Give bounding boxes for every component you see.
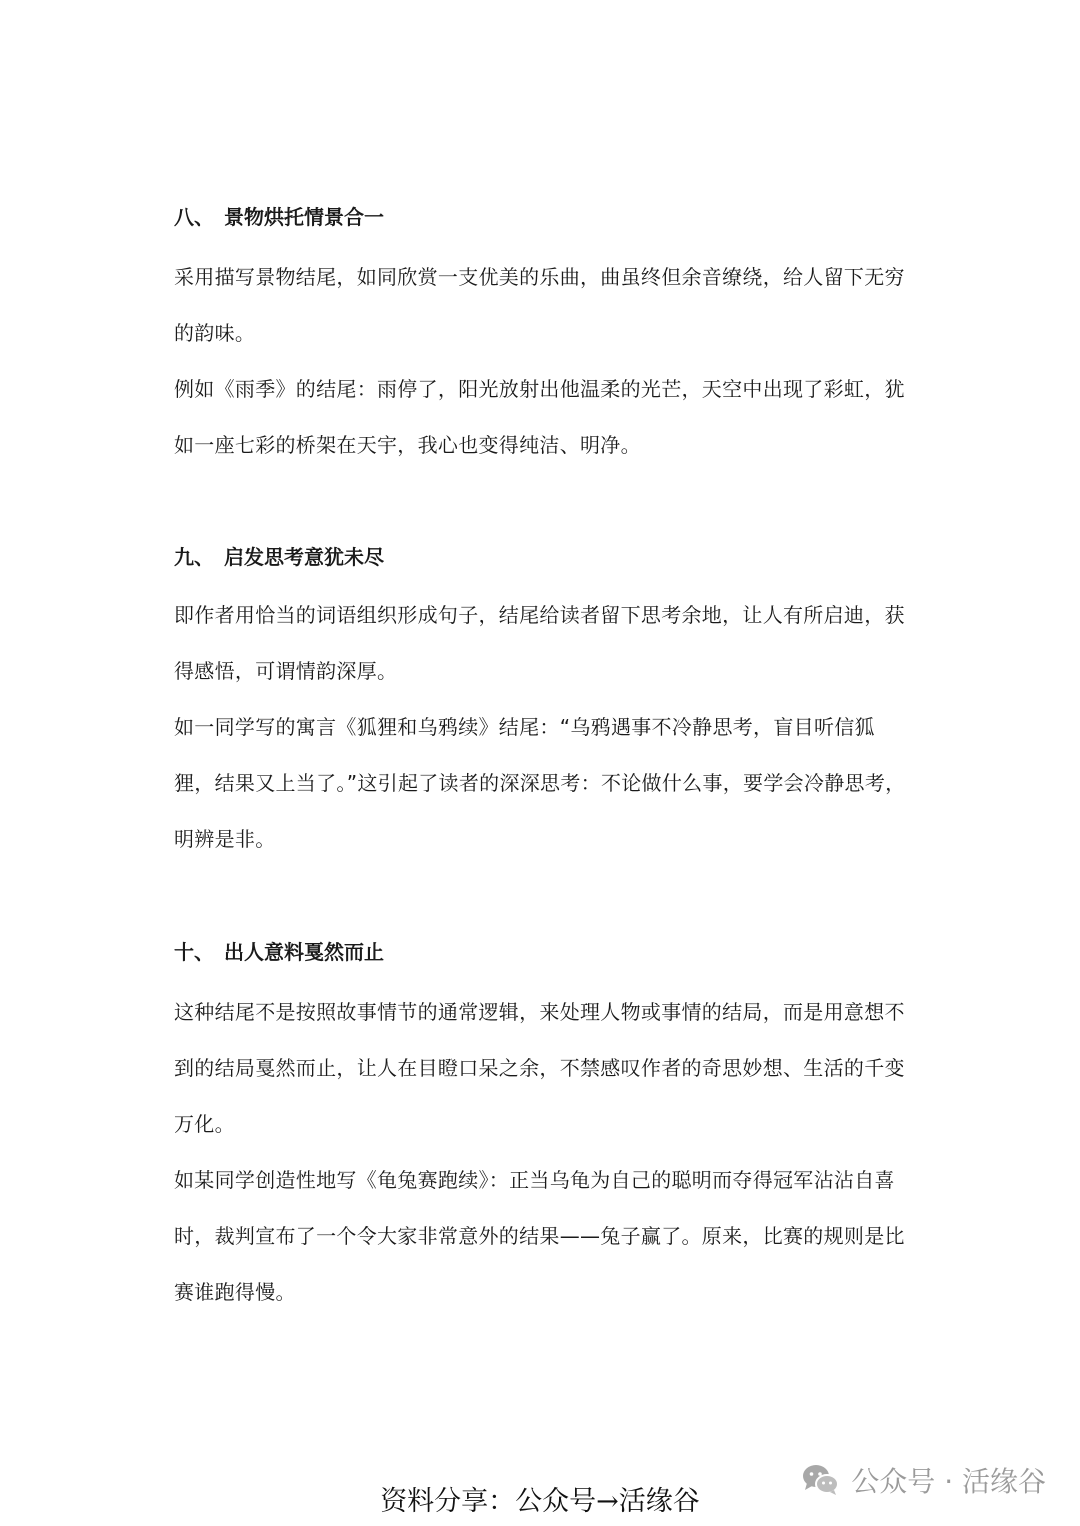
paragraph: 如某同学创造性地写《龟兔赛跑续》：正当乌龟为自己的聪明而夺得冠军沾沾自喜时，裁判宣布了一个令大家非常意外的结果——兔子赢了。原来，比赛的规则是比赛谁跑得慢。 <box>174 1168 905 1304</box>
paragraph: 这种结尾不是按照故事情节的通常逻辑，来处理人物或事情的结局，而是用意想不到的结局戛然而止，让人在目瞪口呆之余，不禁感叹作者的奇思妙想、生活的千变万化。 <box>174 1000 905 1136</box>
paragraph: 采用描写景物结尾，如同欣赏一支优美的乐曲，曲虽终但余音缭绕，给人留下无穷的韵味。 <box>174 265 905 345</box>
paragraph: 即作者用恰当的词语组织形成句子，结尾给读者留下思考余地，让人有所启迪，获得感悟，可谓情韵深厚。 <box>174 603 905 683</box>
section-8 <box>174 202 914 473</box>
section-title: 景物烘托情景合一 <box>224 205 384 229</box>
paragraph: 例如《雨季》的结尾：雨停了，阳光放射出他温柔的光芒，天空中出现了彩虹，犹如一座七彩的桥架在天宇，我心也变得纯洁、明净。 <box>174 377 905 457</box>
section-heading <box>174 202 914 232</box>
section-title: 启发思考意犹未尽 <box>224 545 384 569</box>
section-9 <box>174 542 914 867</box>
footer-text: 资料分享：公众号→活缘谷 <box>380 1486 700 1517</box>
section-number: 十、 <box>174 940 214 964</box>
section-10 <box>174 937 914 1320</box>
section-heading <box>174 937 914 967</box>
watermark-text: 公众号 · 活缘谷 <box>851 1465 1046 1498</box>
section-number: 八、 <box>174 205 214 229</box>
section-heading <box>174 542 914 572</box>
section-number: 九、 <box>174 545 214 569</box>
paragraph: 如一同学写的寓言《狐狸和乌鸦续》结尾：“乌鸦遇事不冷静思考，盲目听信狐狸，结果又上当了。”这引起了读者的深深思考：不论做什么事，要学会冷静思考，明辨是非。 <box>174 715 906 851</box>
section-title: 出人意料戛然而止 <box>224 940 384 964</box>
